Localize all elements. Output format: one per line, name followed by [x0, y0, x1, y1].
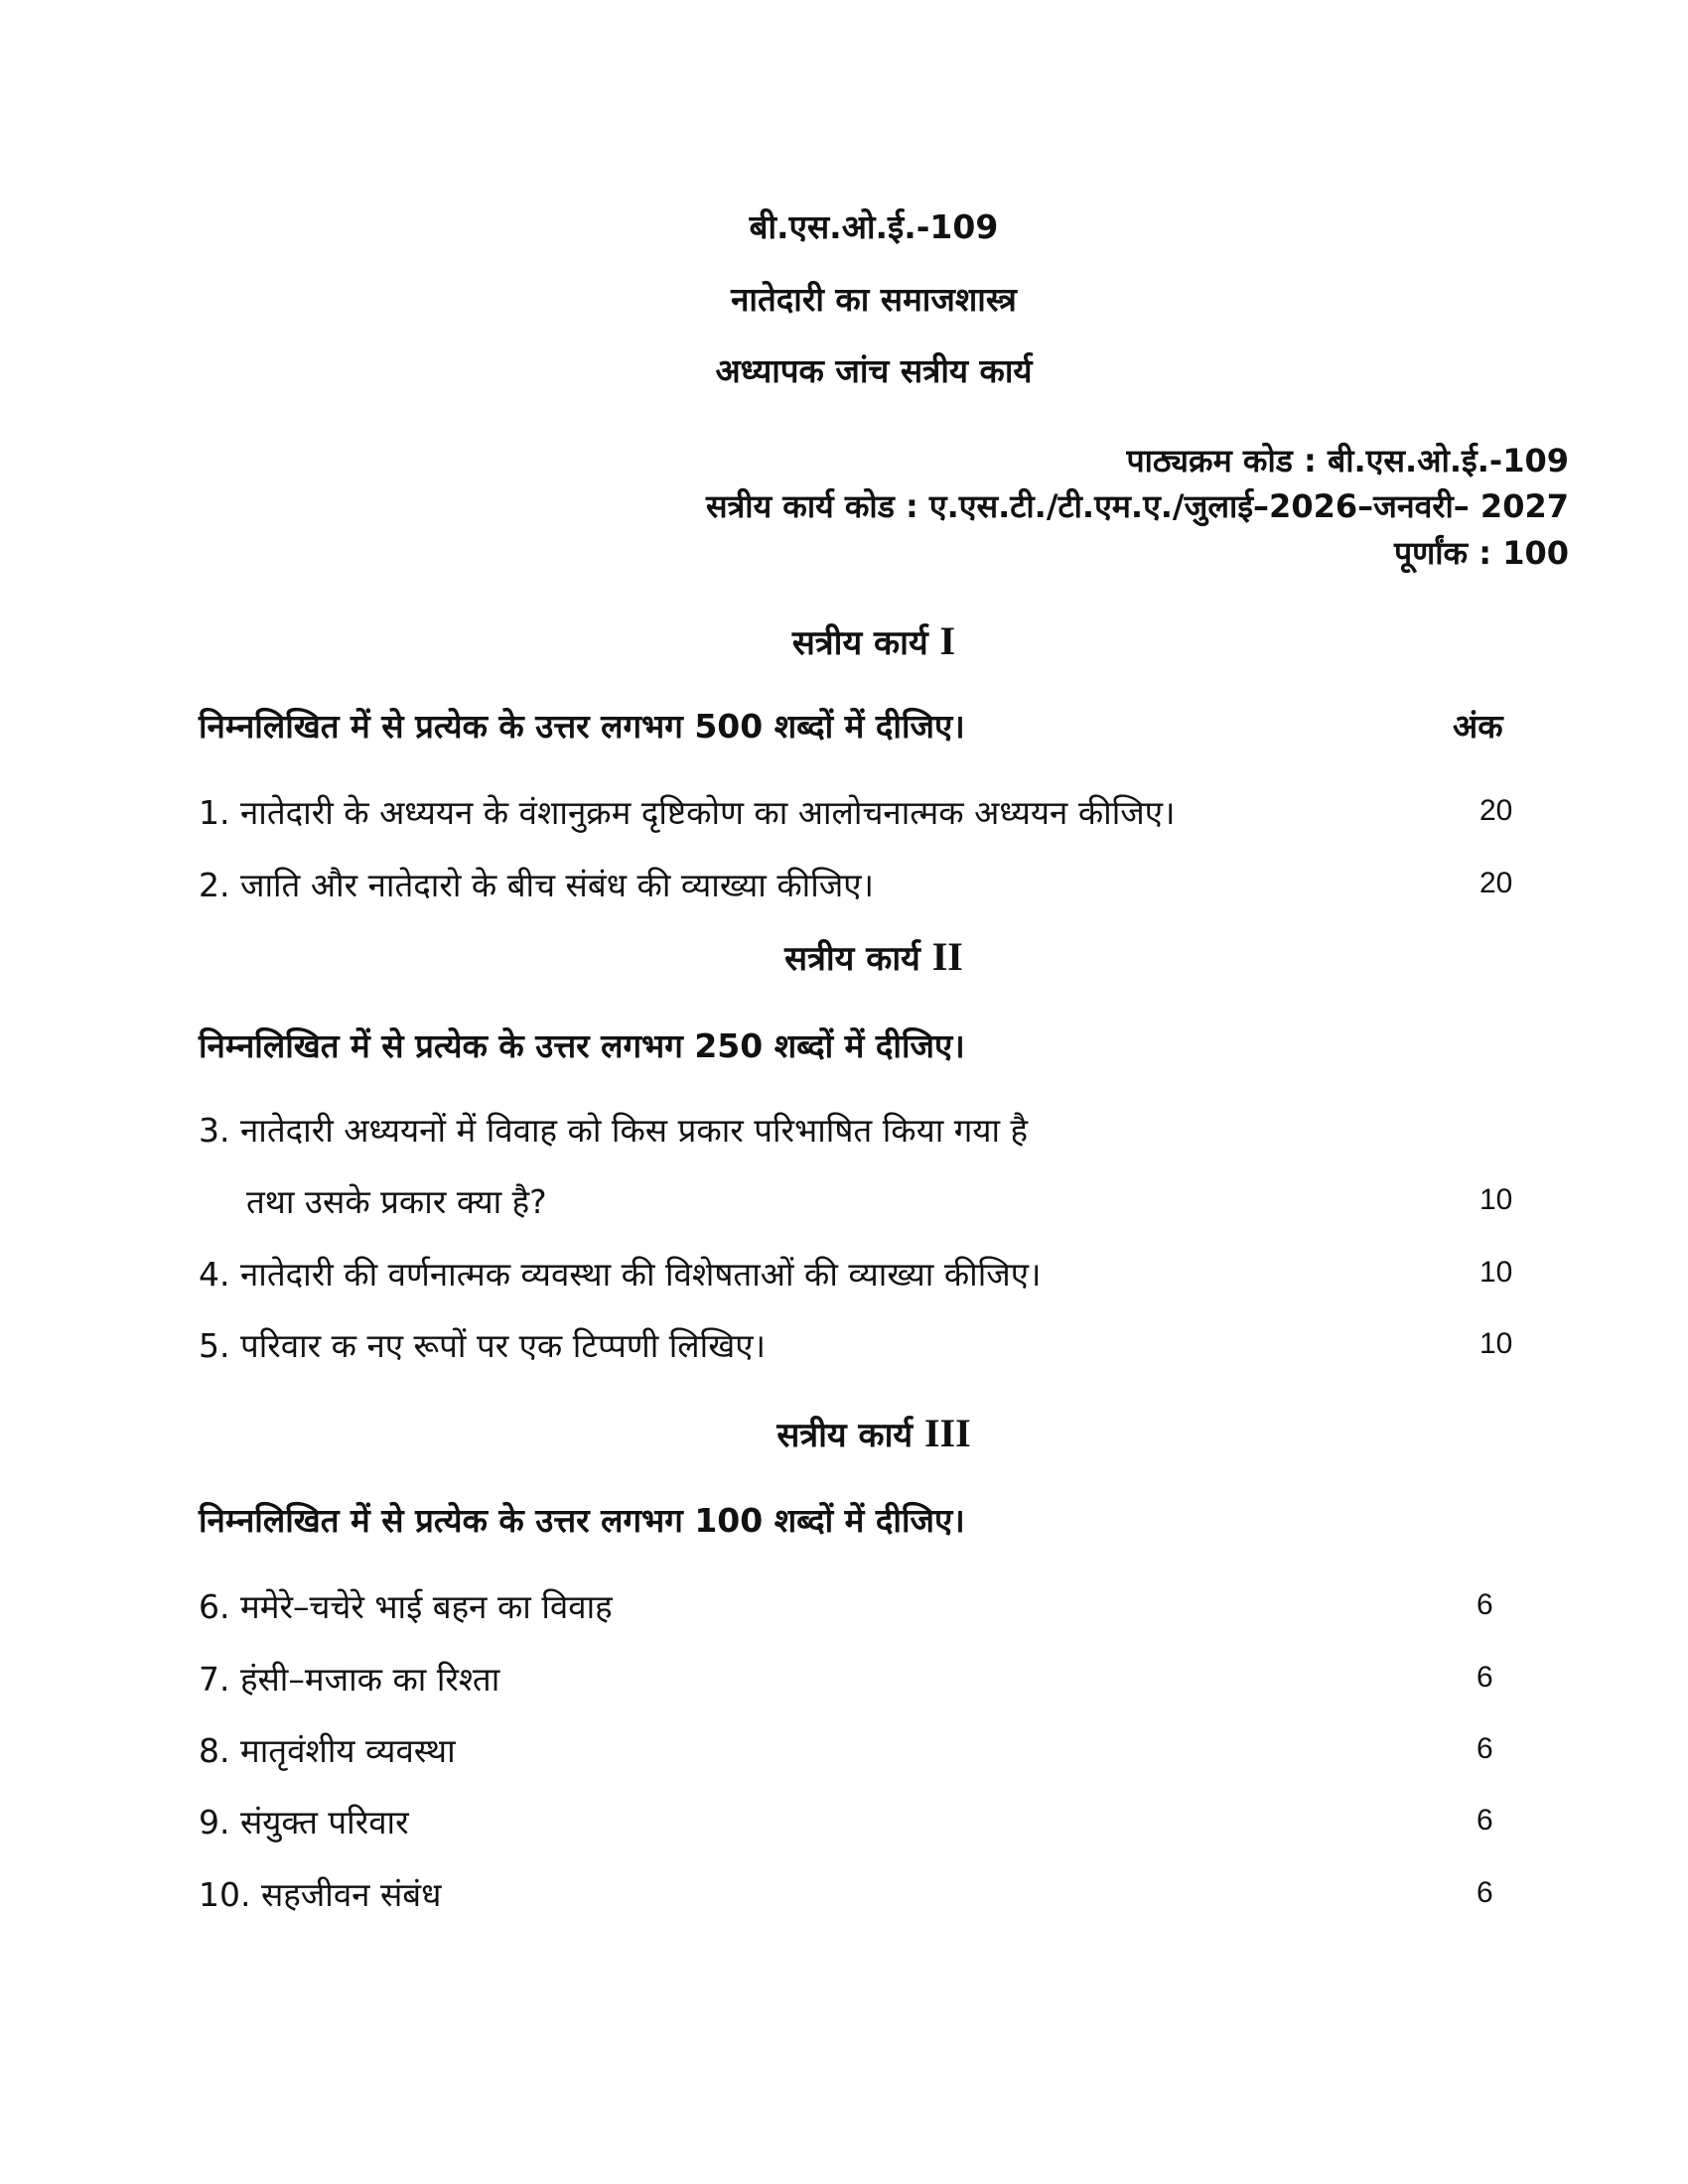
question-3-continuation: तथा उसके प्रकार क्या है?: [246, 1182, 547, 1221]
question-5-marks: 10: [1479, 1327, 1513, 1360]
question-4-marks: 10: [1479, 1256, 1513, 1289]
section-numeral: II: [931, 934, 963, 979]
question-5: 5. परिवार क नए रूपों पर एक टिप्पणी लिखिए।: [199, 1326, 766, 1365]
marks-heading: अंक: [1453, 707, 1503, 746]
section-2-instruction: निम्नलिखित में से प्रत्येक के उत्तर लगभग 250 शब्दों में दीजिए।: [199, 1026, 965, 1065]
question-6: 6. ममेरे–चचेरे भाई बहन का विवाह: [199, 1587, 613, 1626]
section-label: सत्रीय कार्य: [784, 939, 920, 979]
section-label: सत्रीय कार्य: [791, 623, 928, 663]
question-1: 1. नातेदारी के अध्ययन के वंशानुक्रम दृष्टिकोण का आलोचनात्मक अध्ययन कीजिए।: [199, 793, 1176, 832]
course-code-line: पाठ्यक्रम कोड : बी.एस.ओ.ई.-109: [1126, 442, 1569, 479]
section-numeral: I: [939, 618, 956, 663]
section-label: सत्रीय कार्य: [776, 1416, 914, 1455]
question-9: 9. संयुक्त परिवार: [199, 1803, 409, 1842]
question-4: 4. नातेदारी की वर्णनात्मक व्यवस्था की विशेषताओं की व्याख्या कीजिए।: [199, 1255, 1042, 1294]
question-8-marks: 6: [1477, 1732, 1493, 1765]
document-title: नातेदारी का समाजशास्त्र: [731, 280, 1017, 319]
section-numeral: III: [923, 1411, 971, 1455]
course-code-heading: बी.एस.ओ.ई.-109: [749, 207, 999, 246]
document-subtitle: अध्यापक जांच सत्रीय कार्य: [715, 351, 1033, 390]
question-6-marks: 6: [1477, 1588, 1493, 1621]
question-7-marks: 6: [1477, 1661, 1493, 1694]
section-3-title: [0, 1410, 1688, 1456]
max-marks-line: पूर्णांक : 100: [1393, 534, 1569, 572]
question-3-marks: 10: [1479, 1183, 1513, 1216]
section-2-title: [0, 933, 1688, 980]
question-9-marks: 6: [1477, 1804, 1493, 1837]
section-1-title: [0, 617, 1688, 664]
question-7: 7. हंसी–मजाक का रिश्ता: [199, 1660, 500, 1699]
section-1-instruction: निम्नलिखित में से प्रत्येक के उत्तर लगभग 500 शब्दों में दीजिए।: [199, 707, 965, 746]
question-3: 3. नातेदारी अध्ययनों में विवाह को किस प्रकार परिभाषित किया गया है: [199, 1111, 1029, 1150]
question-10: 10. सहजीवन संबंध: [199, 1875, 442, 1914]
question-8: 8. मातृवंशीय व्यवस्था: [199, 1731, 456, 1770]
question-10-marks: 6: [1477, 1876, 1493, 1909]
assignment-code-line: सत्रीय कार्य कोड : ए.एस.टी./टी.एम.ए./जुलाई–2026–जनवरी– 2027: [706, 487, 1569, 525]
question-1-marks: 20: [1479, 794, 1513, 827]
section-3-instruction: निम्नलिखित में से प्रत्येक के उत्तर लगभग 100 शब्दों में दीजिए।: [199, 1501, 965, 1540]
question-2-marks: 20: [1479, 867, 1513, 899]
question-2: 2. जाति और नातेदारो के बीच संबंध की व्याख्या कीजिए।: [199, 866, 874, 904]
